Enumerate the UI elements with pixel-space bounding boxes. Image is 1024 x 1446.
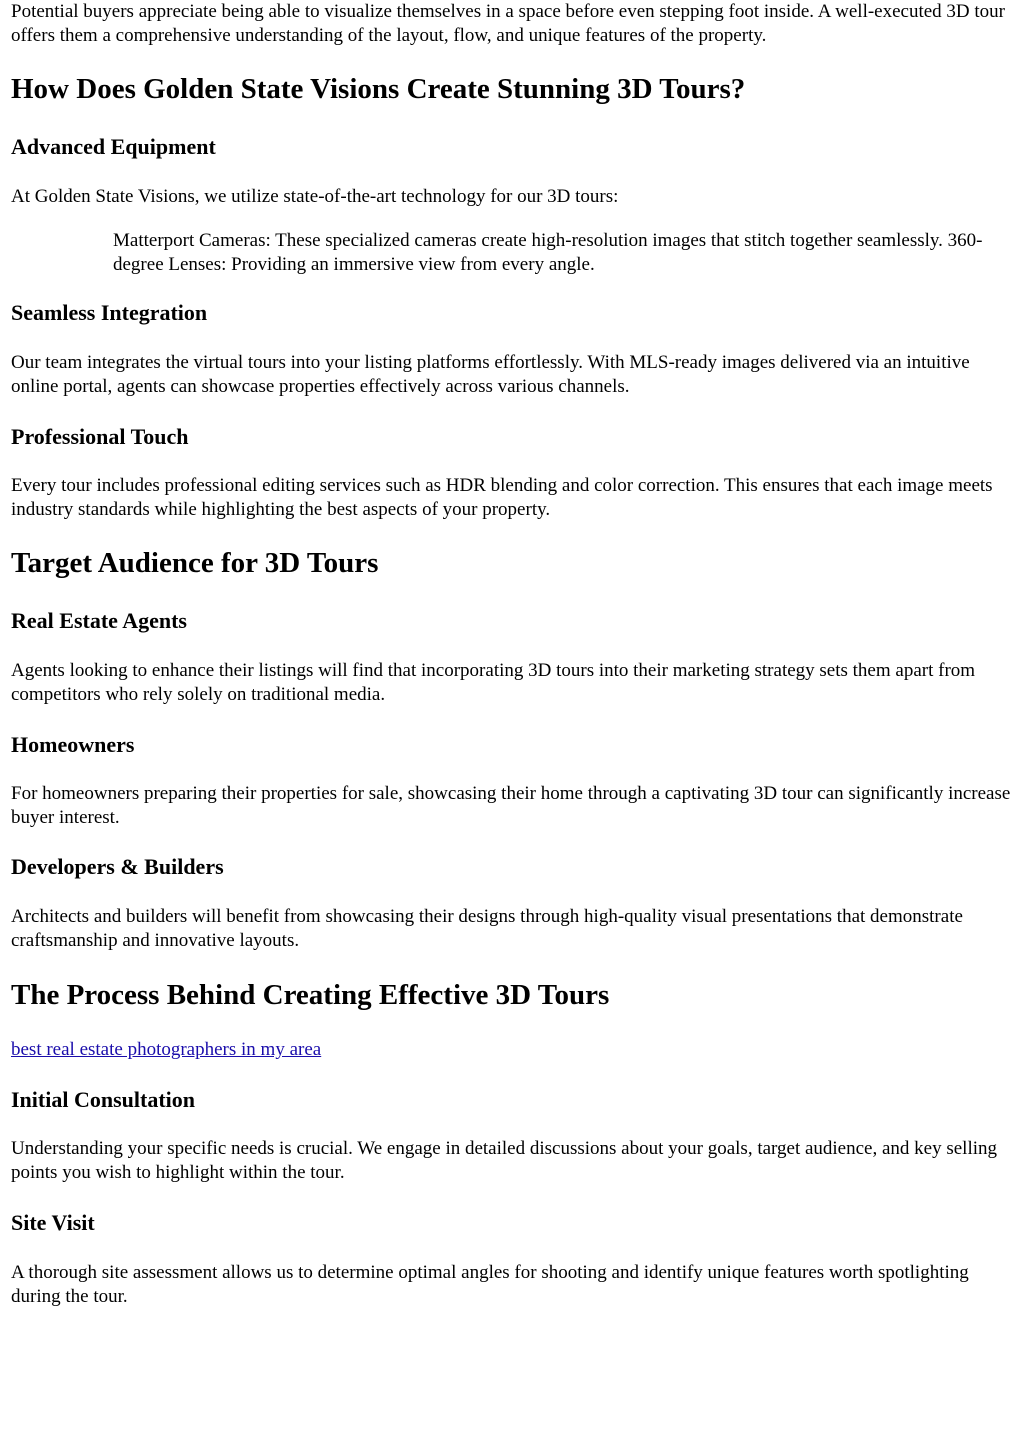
- link-container: [11, 1038, 1013, 1062]
- heading-target-audience: Target Audience for 3D Tours: [11, 547, 379, 579]
- real-estate-agents-paragraph: Agents looking to enhance their listings will find that incorporating 3D tours into their marketing strategy sets them apart from competitors who rely solely on traditional media.: [11, 660, 976, 705]
- heading-advanced-equipment: Advanced Equipment: [11, 134, 216, 159]
- initial-consultation-paragraph: Understanding your specific needs is crucial. We engage in detailed discussions about your goals, target audience, and key selling points you wish to highlight within the tour.: [11, 1138, 998, 1183]
- intro-paragraph: Potential buyers appreciate being able to visualize themselves in a space before even stepping foot inside. A well-executed 3D tour offers them a comprehensive understanding of the layout, flow, and unique features of the property.: [11, 1, 1006, 46]
- professional-touch-paragraph: Every tour includes professional editing services such as HDR blending and color correction. This ensures that each image meets industry standards while highlighting the best aspects of your property.: [11, 475, 993, 520]
- heading-process-3d-tours: The Process Behind Creating Effective 3D Tours: [11, 979, 610, 1011]
- equipment-quote: Matterport Cameras: These specialized cameras create high-resolution images that stitch together seamlessly. 360-degree Lenses: Providing an immersive view from every angle.: [113, 230, 983, 275]
- photographers-link[interactable]: best real estate photographers in my area: [11, 1039, 322, 1060]
- heading-professional-touch: Professional Touch: [11, 424, 189, 449]
- heading-homeowners: Homeowners: [11, 732, 135, 757]
- heading-how-create-tours: How Does Golden State Visions Create Stunning 3D Tours?: [11, 73, 746, 105]
- heading-real-estate-agents: Real Estate Agents: [11, 608, 187, 633]
- seamless-integration-paragraph: Our team integrates the virtual tours into your listing platforms effortlessly. With MLS-ready images delivered via an intuitive online portal, agents can showcase properties effectively across various channels.: [11, 352, 970, 397]
- heading-developers-builders: Developers & Builders: [11, 854, 224, 879]
- homeowners-paragraph: For homeowners preparing their properties for sale, showcasing their home through a captivating 3D tour can significantly increase buyer interest.: [11, 783, 1011, 828]
- site-visit-paragraph: A thorough site assessment allows us to determine optimal angles for shooting and identify unique features worth spotlighting during the tour.: [11, 1262, 969, 1307]
- heading-initial-consultation: Initial Consultation: [11, 1087, 195, 1112]
- advanced-equipment-paragraph: At Golden State Visions, we utilize state-of-the-art technology for our 3D tours:: [11, 186, 619, 207]
- developers-builders-paragraph: Architects and builders will benefit from showcasing their designs through high-quality visual presentations that demonstrate craftsmanship and innovative layouts.: [11, 906, 963, 951]
- heading-site-visit: Site Visit: [11, 1210, 95, 1235]
- heading-seamless-integration: Seamless Integration: [11, 300, 208, 325]
